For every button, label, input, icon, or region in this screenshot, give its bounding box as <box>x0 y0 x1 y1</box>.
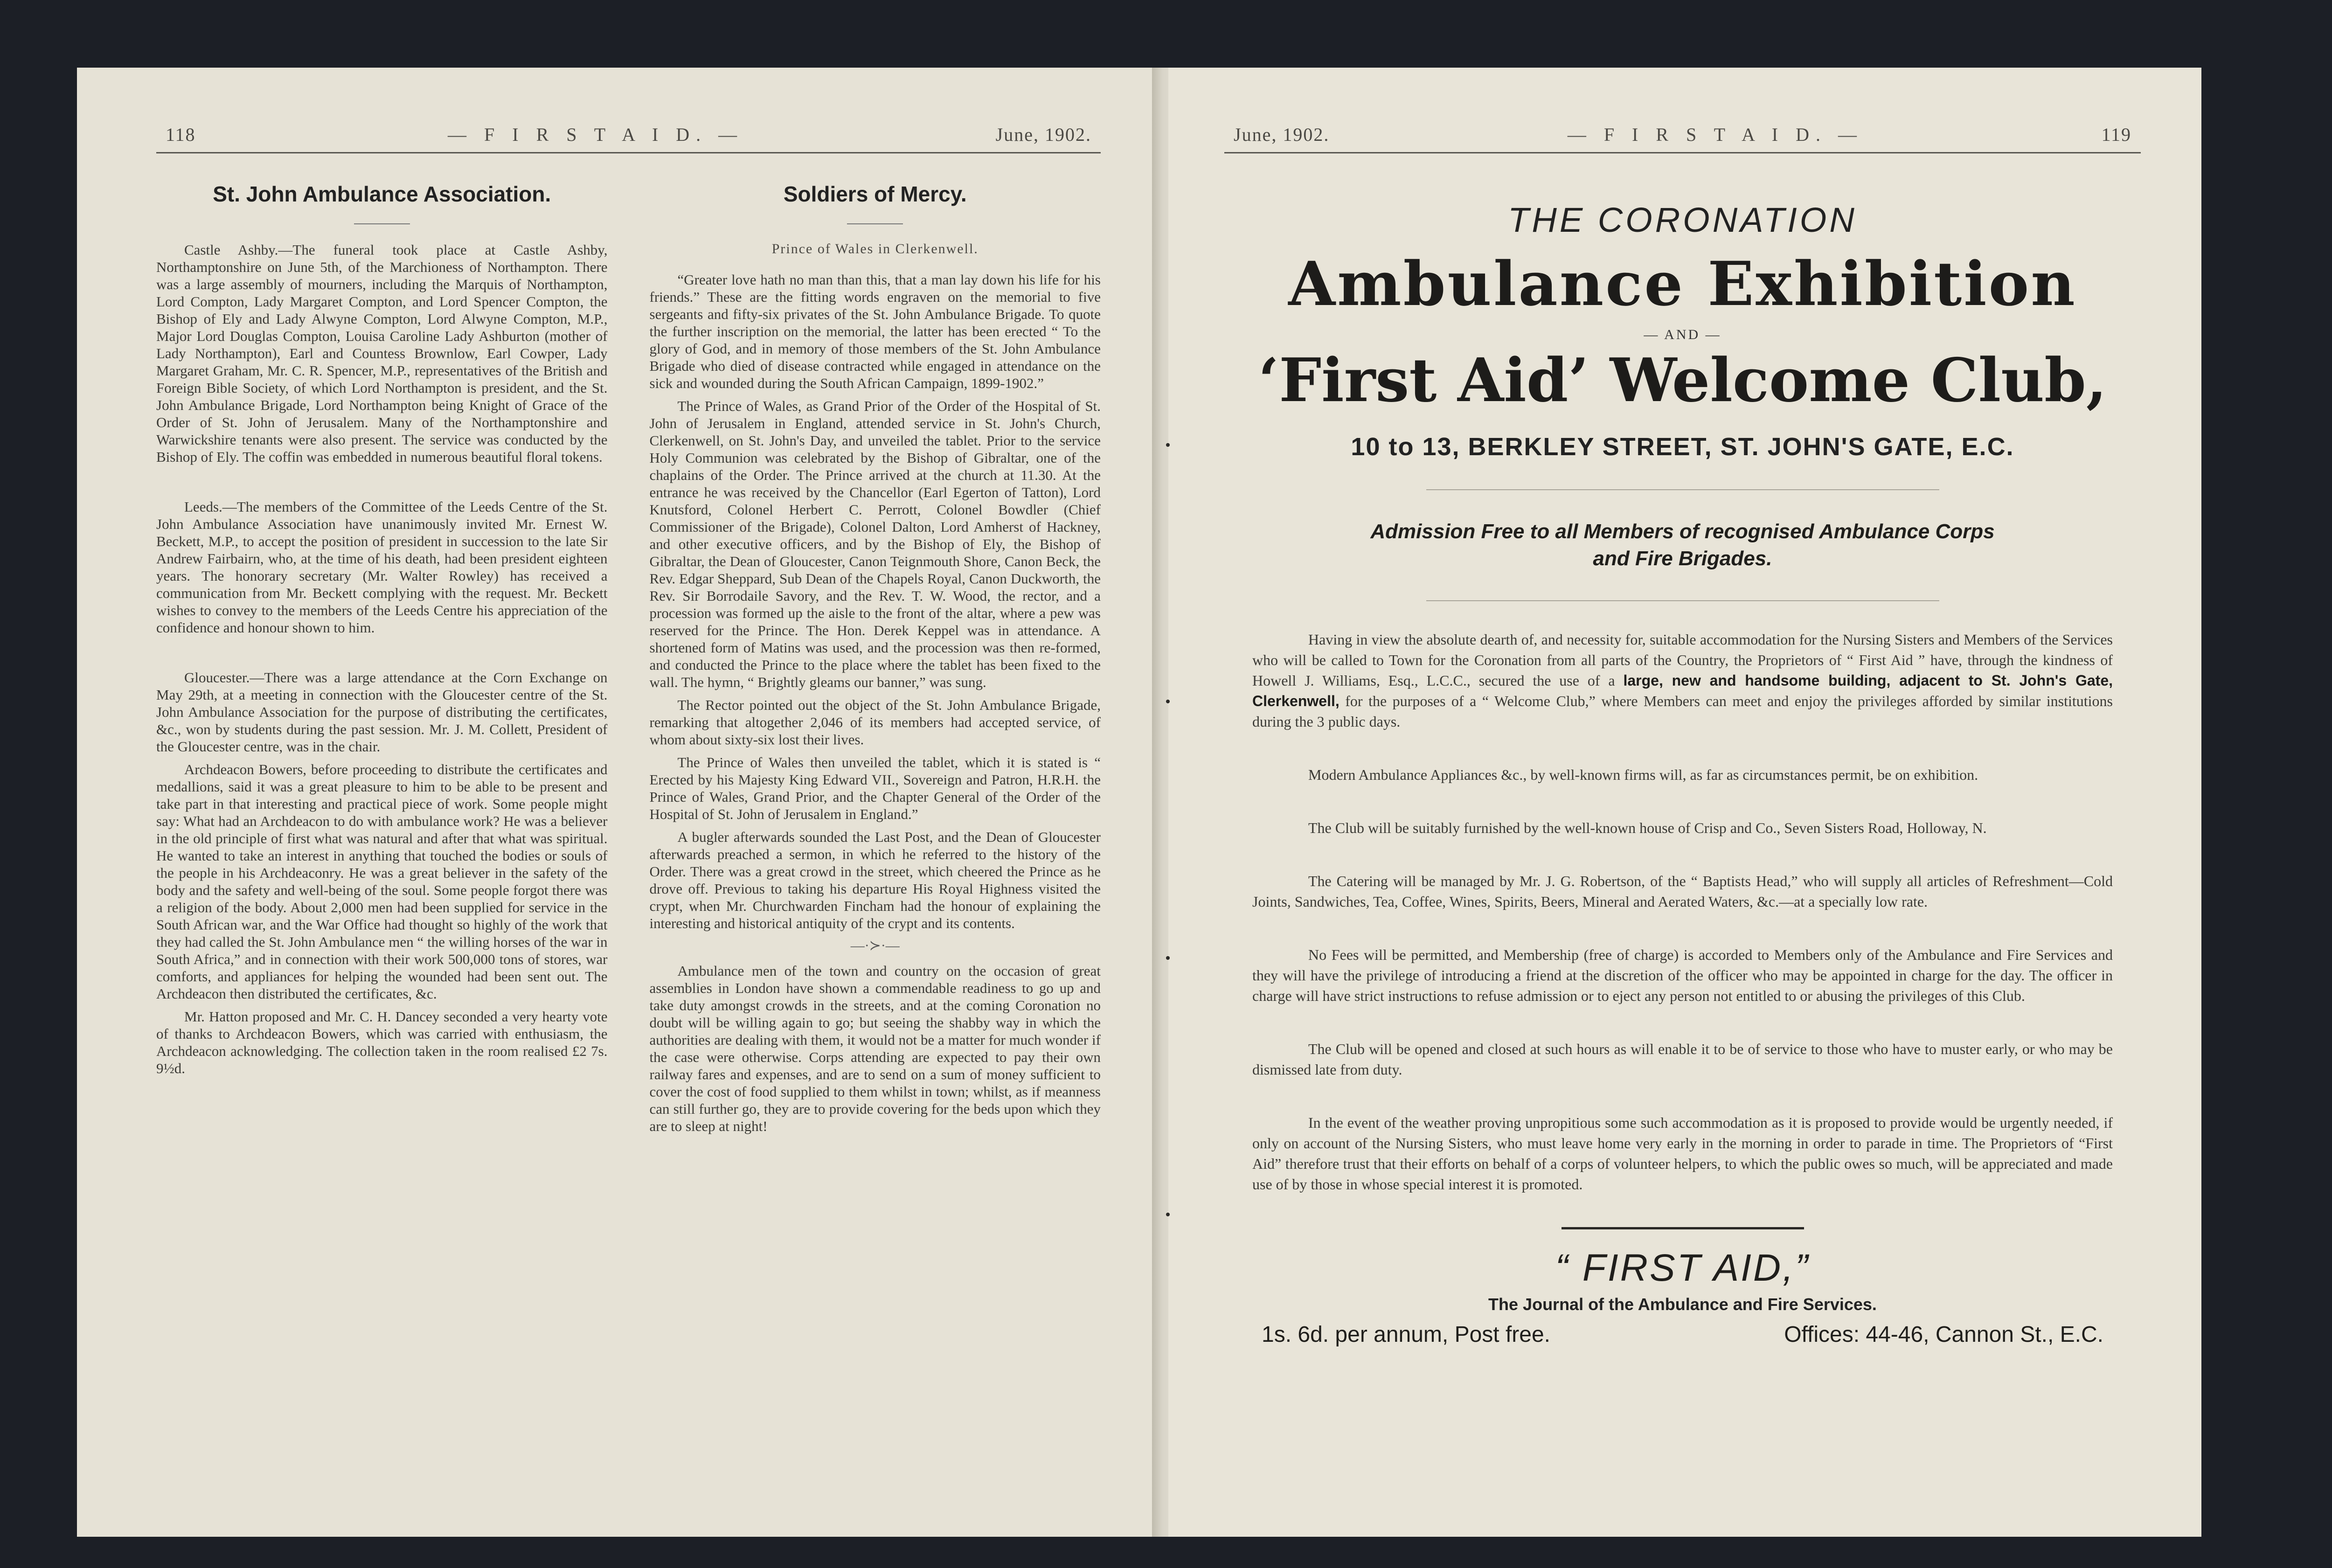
ad-paragraph: No Fees will be permitted, and Membership (free of charge) is accorded to Members only of the Ambulance and Fire Services and they will have the privilege of introducing a friend at the discretion of the officer who may be appointed in charge for the day. The officer in charge will have strict instructions to refuse admission or to eject any person not entitled to or abusing the privileges of this Club. <box>1252 946 2113 1004</box>
article-subhead: Prince of Wales in Clerkenwell. <box>771 241 979 257</box>
ad-paragraph <box>1252 629 2113 732</box>
right-page <box>1168 68 2201 1537</box>
issue-date-right: June, 1902. <box>1234 124 1330 145</box>
divider <box>847 223 903 224</box>
divider <box>354 223 410 224</box>
ad-text: Having in view the absolute dearth of, and necessity for, suitable accommodation for the Nursing Sisters and Members of the Services who will be called to Town for the Coronation from all parts of the Country, the Proprietors of “ First Aid ” have, through the kindness of Howell J. Williams, Esq., L.C.C., secured the use of a <box>1252 631 2113 689</box>
article-title-soldiers: Soldiers of Mercy. <box>783 182 967 206</box>
issue-date-left: June, 1902. <box>995 124 1091 145</box>
ad-paragraph: The Club will be suitably furnished by the well-known house of Crisp and Co., Seven Sisters Road, Holloway, N. <box>1308 819 1987 836</box>
ad-admission <box>1224 518 2141 572</box>
ad-title-exhibition: Ambulance Exhibition <box>1288 248 2077 319</box>
footer-price: 1s. 6d. per annum, Post free. <box>1262 1322 1551 1347</box>
page-number-right: 119 <box>2101 124 2131 145</box>
left-running-head <box>156 124 1101 153</box>
ad-kicker: THE CORONATION <box>1508 201 1857 239</box>
divider <box>1562 1227 1804 1229</box>
ad-address: 10 to 13, BERKLEY STREET, ST. JOHN'S GATE, E.C. <box>1351 433 2014 461</box>
ad-paragraph: The Club will be opened and closed at such hours as will enable it to be of service to those who have to muster early, or who may be dismissed late from duty. <box>1252 1041 2113 1078</box>
ad-paragraph: Modern Ambulance Appliances &c., by well-known firms will, as far as circumstances permit, be on exhibition. <box>1308 766 1978 783</box>
article-paragraph: The Rector pointed out the object of the St. John Ambulance Brigade, remarking that altogether 2,046 of its members had accepted service, of whom about sixty-six lost their lives. <box>649 697 1101 748</box>
column-st-john <box>156 172 608 1140</box>
right-running-head <box>1224 124 2141 153</box>
article-paragraph: “Greater love hath no man than this, that a man lay down his life for his friends.” These are the fitting words engraven on the memorial to five sergeants and fifty-six privates of the St. John Ambulance Brigade. To quote the further inscription on the memorial, the latter has been erected “ To the glory of God, and in memory of those members of the St. John Ambulance Brigade who died of disease contracted while engaged in attendance on the sick and wounded during the South African Campaign, 1899-1902.” <box>649 271 1101 391</box>
left-page <box>77 68 1164 1537</box>
footer-journal-title: “ FIRST AID,” <box>1555 1247 1810 1289</box>
journal-title-left: — F I R S T A I D. — <box>448 124 744 145</box>
article-paragraph: The Prince of Wales then unveiled the tablet, which it is stated is “ Erected by his Majesty King Edward VII., Sovereign and Patron, H.R.H. the Prince of Wales, Grand Prior, and the Chapter General of the Order of the Hospital of St. John of Jerusalem in England.” <box>649 754 1101 822</box>
divider <box>1426 600 1939 601</box>
footer-offices: Offices: 44-46, Cannon St., E.C. <box>1784 1322 2103 1347</box>
ad-text: for the purposes of a “ Welcome Club,” where Members can meet and enjoy the privileges afforded by similar institutions during the 3 public days. <box>1252 693 2113 730</box>
page-number-left: 118 <box>166 124 196 145</box>
article-paragraph: Gloucester.—There was a large attendance at the Corn Exchange on May 29th, at a meeting in connection with the Gloucester centre of the St. John Ambulance Association for the purpose of distributing the certificates, &c., won by students during the past session. Mr. J. M. Collett, President of the Gloucester centre, was in the chair. <box>156 669 608 755</box>
ad-admission-line: Admission Free to all Members of recognised Ambulance Corps <box>1370 520 1995 543</box>
binding-hole <box>1166 1213 1170 1216</box>
ad-admission-line: and Fire Brigades. <box>1593 547 1772 570</box>
article-title-st-john: St. John Ambulance Association. <box>213 182 551 206</box>
article-paragraph: Archdeacon Bowers, before proceeding to distribute the certificates and medallions, said it was a great pleasure to him to be able to be present and take part in that interesting and practical piece of work. Some people might say: What had an Archdeacon to do with ambulance work? He was a believer in the old principle of first what was natural and after that what was spiritual. He wanted to take an interest in anything that touched the bodies or souls of the people in his Archdeaconry. He was a great believer in the safety of the body and the safety and well-being of the soul. Some people forgot there was a religion of the body. About 2,000 men had been supplied for service in the South African war, and the War Office had thought so highly of the work that they had called the St. John Ambulance men “ the willing horses of the war in South Africa,” and in connection with their work 500,000 tons of stores, war comforts, and appliances for helping the wounded had been sent out. The Archdeacon then distributed the certificates, &c. <box>156 761 608 1002</box>
ad-text-bold: large, new and handsome building, adjacent to St. John's Gate, Clerkenwell, <box>1252 672 2113 709</box>
binding-hole <box>1166 700 1170 703</box>
ad-paragraph: The Catering will be managed by Mr. J. G. Robertson, of the “ Baptists Head,” who will supply all articles of Refreshment—Cold Joints, Sandwiches, Tea, Coffee, Wines, Spirits, Beers, Mineral and Aerated Waters, &c.—at a specially low rate. <box>1252 873 2113 910</box>
article-paragraph: Castle Ashby.—The funeral took place at Castle Ashby, Northamptonshire on June 5th, of the Marchioness of Northampton. There was a large assembly of mourners, including the Marquis of Northampton, Lord Compton, Lady Margaret Compton, and Lord Spencer Compton, the Bishop of Ely and Lady Alwyne Compton, Lord Alwyne Compton, M.P., Major Lord Douglas Compton, Louisa Caroline Lady Ashburton (mother of Lady Northampton), Earl and Countess Brownlow, Earl Cowper, Lady Margaret Graham, Mr. C. R. Spencer, M.P., representatives of the British and Foreign Bible Society, of which Lord Northampton is president, and the St. John Ambulance Brigade, Lord Northampton being Knight of Grace of the Order of St. John of Jerusalem. Many of the Northamptonshire and Warwickshire tenants were also present. The service was conducted by the Bishop of Ely. The coffin was embedded in numerous beautiful floral tokens. <box>156 242 608 465</box>
binding-hole <box>1166 956 1170 960</box>
article-paragraph: Ambulance men of the town and country on the occasion of great assemblies in London have shown a commendable readiness to go up and take duty amongst crowds in the streets, and at the coming Coronation no doubt will be willing again to go; but seeing the shabby way in which the authorities are dealing with them, it would not be a matter for much wonder if the case were otherwise. Corps attending are expected to pay their own railway fares and expenses, and are to send on a sum of money sufficient to cover the cost of food supplied to them whilst in town; whilst, as if meanness can still further go, they are to provide covering for the beds upon which they are to sleep at night! <box>649 963 1101 1134</box>
journal-title-right: — F I R S T A I D. — <box>1567 124 1863 145</box>
binding-hole <box>1166 443 1170 447</box>
article-paragraph: The Prince of Wales, as Grand Prior of the Order of the Hospital of St. John of Jerusalem in England, attended service in St. John's Church, Clerkenwell, on St. John's Day, and unveiled the tablet. Prior to the service Holy Communion was celebrated by the Bishop of Gibraltar, one of the chaplains of the Order. The Prince arrived at the church at 11.30. At the entrance he was received by the Chancellor (Earl Egerton of Tatton), Lord Knutsford, Colonel Herbert C. Perrott, Colonel Bowdler (Chief Commissioner of the Brigade), Colonel Dalton, Lord Amherst of Hackney, and other executive officers, and by the Bishop of Ely, the Bishop of Gibraltar, the Dean of Gloucester, Canon Teignmouth Shore, Canon Beck, the Rev. Edgar Sheppard, Sub Dean of the Chapels Royal, Canon Duckworth, the Rev. Sir Borrodaile Savory, and the Rev. T. W. Wood, the rector, and a procession was formed up the aisle to the front of the altar, where a pew was reserved for the Prince. The Hon. Derek Keppel was in attendance. A shortened form of Matins was used, and the procession was then re-formed, and conducted the Prince to the place where the tablet has been fixed to the wall. The hymn, “ Brightly gleams our banner,” was sung. <box>649 398 1101 690</box>
ad-title-welcome-club: ‘First Aid’ Welcome Club, <box>1258 346 2107 416</box>
ad-paragraph: In the event of the weather proving unpropitious some such accommodation as it is proposed to provide would be urgently needed, if only on account of the Nursing Sisters, who must leave home very early in the morning in order to parade in time. The Proprietors of “First Aid” therefore trust that their efforts on behalf of a corps of volunteer helpers, to which the public owes so much, will be appreciated and made use of by those in whose special interest it is promoted. <box>1252 1114 2113 1193</box>
footer-row <box>1224 1322 2141 1347</box>
article-paragraph: Leeds.—The members of the Committee of the Leeds Centre of the St. John Ambulance Association have unanimously invited Mr. Ernest W. Beckett, M.P., to accept the position of president in succession to the late Sir Andrew Fairbairn, who, at the time of his death, had been president eighteen years. The honorary secretary (Mr. Walter Rowley) has received a communication from Mr. Beckett complying with the request. Mr. Beckett wishes to convey to the members of the Leeds Centre his appreciation of the confidence and honour shown to him. <box>156 499 608 636</box>
article-paragraph: Mr. Hatton proposed and Mr. C. H. Dancey seconded a very hearty vote of thanks to Archdeacon Bowers, which was carried with enthusiasm, the Archdeacon acknowledging. The collection taken in the room realised £2 7s. 9½d. <box>156 1008 608 1076</box>
divider <box>1426 489 1939 490</box>
ornament-divider: —·≻·— <box>850 938 900 953</box>
ad-and: — AND — <box>1644 327 1721 342</box>
column-soldiers-of-mercy <box>650 172 1101 1140</box>
article-paragraph: A bugler afterwards sounded the Last Post, and the Dean of Gloucester afterwards preached a sermon, in which he referred to the history of the Order. There was a great crowd in the street, which cheered the Prince as he drove off. Previous to taking his departure His Royal Highness visited the crypt, when Mr. Churchwarden Fincham had the honour of explaining the interesting and historical antiquity of the crypt and its contents. <box>649 829 1101 931</box>
footer-journal-subtitle: The Journal of the Ambulance and Fire Services. <box>1488 1295 1877 1314</box>
